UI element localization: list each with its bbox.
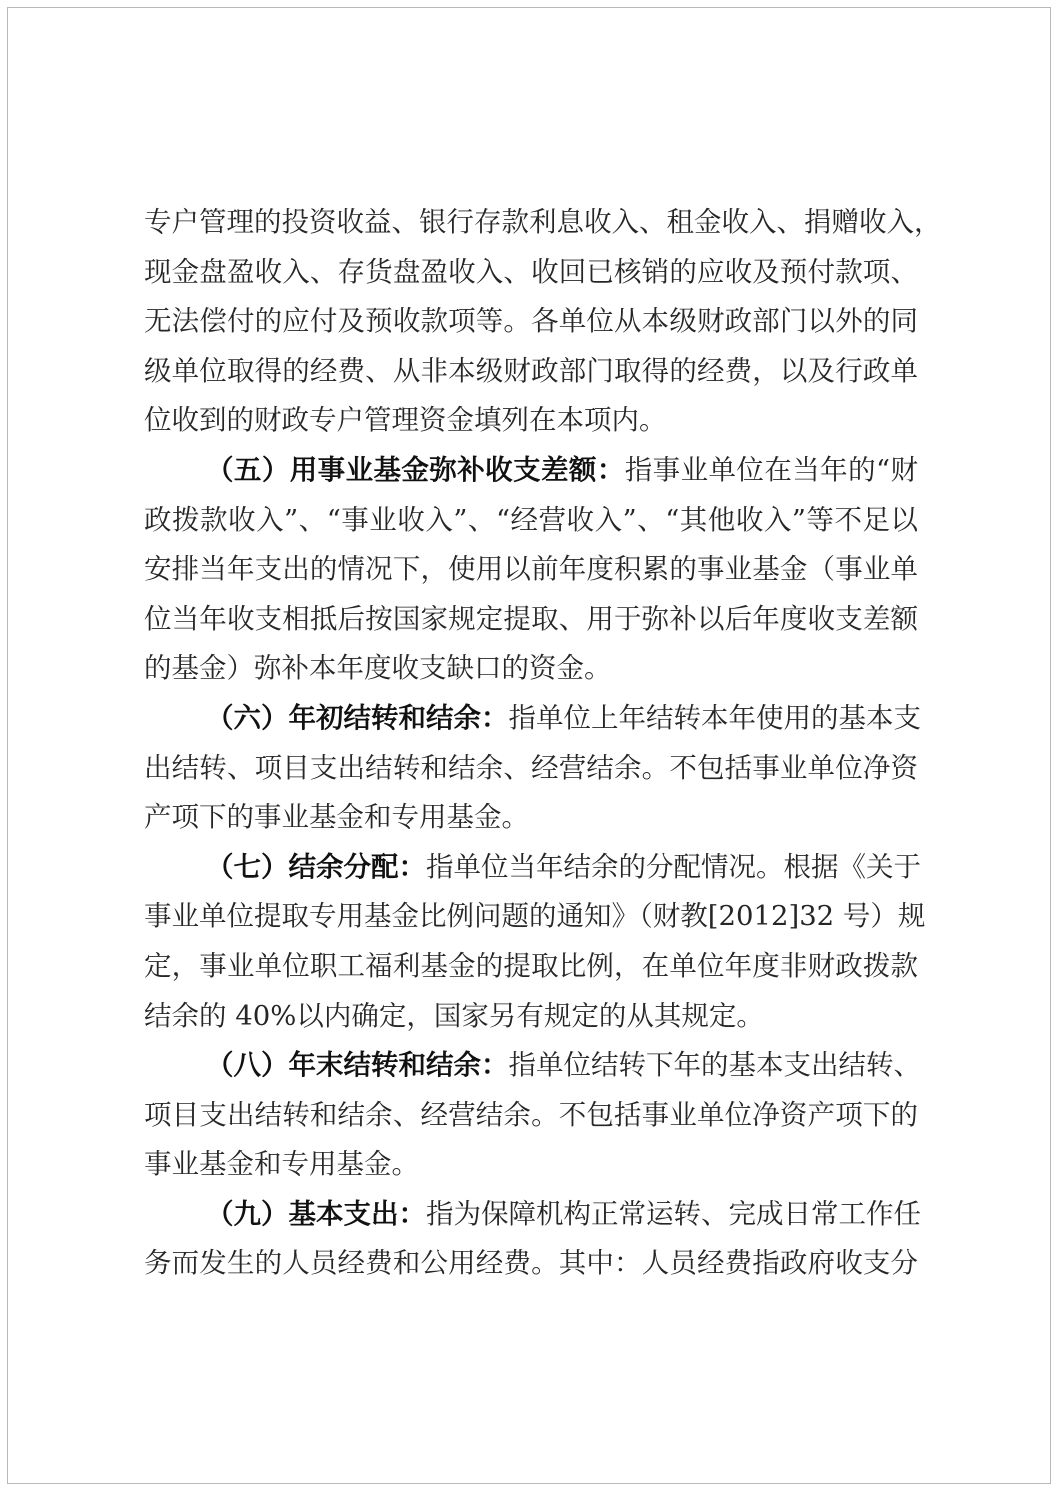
text-line — [144, 992, 918, 1042]
line-text: 指事业单位在当年的“财 — [624, 453, 918, 486]
paragraph-item-5 — [144, 446, 918, 694]
line-text: 指单位结转下年的基本支出结转、 — [508, 1049, 921, 1082]
item-heading: （八）年末结转和结余： — [206, 1049, 509, 1082]
text-line — [144, 793, 918, 843]
item-heading: （六）年初结转和结余： — [206, 701, 509, 734]
text-line — [144, 496, 918, 546]
text-line — [144, 843, 921, 893]
text-line — [144, 644, 918, 694]
text-line — [144, 446, 918, 496]
text-line — [144, 545, 918, 595]
text-line — [144, 595, 918, 645]
text-line — [144, 198, 942, 248]
text-line — [144, 744, 918, 794]
paragraph-item-7 — [144, 843, 926, 1041]
line-text: 结余的 40%以内确定，国家另有规定的从其规定。 — [144, 999, 764, 1032]
line-text: 位收到的财政专户管理资金填列在本项内。 — [144, 404, 667, 437]
text-line — [144, 694, 921, 744]
paragraph-other-income — [144, 198, 942, 446]
line-text: 事业基金和专用基金。 — [144, 1148, 419, 1181]
text-line — [144, 1041, 921, 1091]
text-line — [144, 1190, 921, 1240]
item-heading: （七）结余分配： — [206, 850, 426, 883]
line-text: 安排当年支出的情况下，使用以前年度积累的事业基金（事业单 — [144, 553, 918, 586]
line-text: 指为保障机构正常运转、完成日常工作任 — [426, 1197, 921, 1230]
line-text: 定，事业单位职工福利基金的提取比例，在单位年度非财政拨款 — [144, 949, 918, 982]
text-line — [144, 347, 918, 397]
line-text: 的基金）弥补本年度收支缺口的资金。 — [144, 652, 612, 685]
text-line — [144, 892, 926, 942]
text-line — [144, 248, 918, 298]
line-text: 现金盘盈收入、存货盘盈收入、收回已核销的应收及预付款项、 — [144, 255, 918, 288]
text-line — [144, 297, 918, 347]
line-text: 务而发生的人员经费和公用经费。其中：人员经费指政府收支分 — [144, 1247, 918, 1280]
line-text: 指单位上年结转本年使用的基本支 — [508, 701, 921, 734]
line-text: 出结转、项目支出结转和结余、经营结余。不包括事业单位净资 — [144, 751, 918, 784]
text-line — [144, 396, 918, 446]
paragraph-item-8 — [144, 1041, 921, 1190]
line-text: 无法偿付的应付及预收款项等。各单位从本级财政部门以外的同 — [144, 305, 918, 338]
line-text: 政拨款收入”、“事业收入”、“经营收入”、“其他收入”等不足以 — [144, 503, 918, 536]
line-text: 项目支出结转和结余、经营结余。不包括事业单位净资产项下的 — [144, 1098, 918, 1131]
paragraph-item-6 — [144, 694, 921, 843]
item-heading: （九）基本支出： — [206, 1197, 426, 1230]
text-line — [144, 1239, 918, 1289]
paragraph-item-9 — [144, 1190, 921, 1289]
line-text: 级单位取得的经费、从非本级财政部门取得的经费，以及行政单 — [144, 354, 918, 387]
line-text: 事业单位提取专用基金比例问题的通知》（财教[2012]32 号）规 — [144, 900, 926, 933]
item-heading: （五）用事业基金弥补收支差额： — [206, 453, 625, 486]
line-text: 产项下的事业基金和专用基金。 — [144, 801, 529, 834]
text-line — [144, 942, 918, 992]
document-body — [144, 198, 942, 1289]
line-text: 位当年收支相抵后按国家规定提取、用于弥补以后年度收支差额 — [144, 602, 918, 635]
line-text: 专户管理的投资收益、银行存款利息收入、租金收入、捐赠收入， — [144, 206, 942, 238]
text-line — [144, 1091, 918, 1141]
line-text: 指单位当年结余的分配情况。根据《关于 — [426, 850, 921, 883]
text-line — [144, 1140, 918, 1190]
